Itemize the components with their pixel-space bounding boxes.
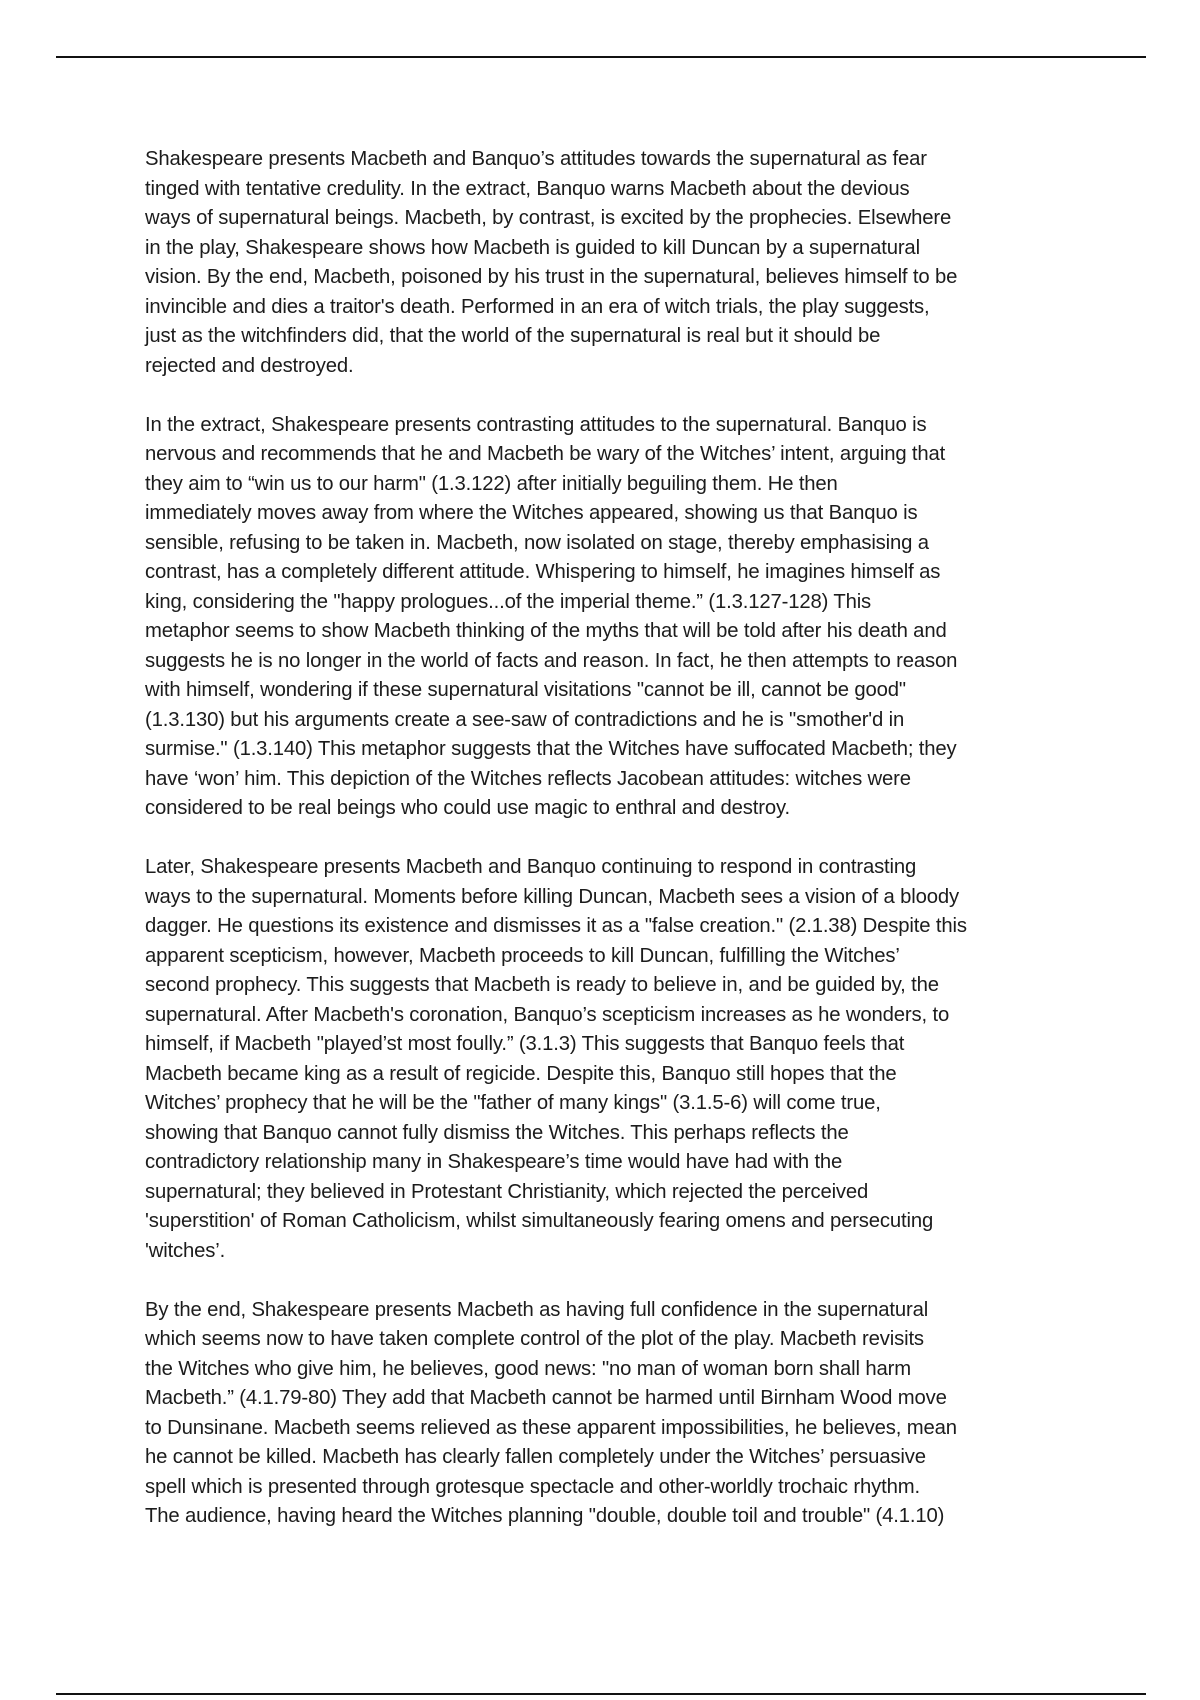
text-line: vision. By the end, Macbeth, poisoned by his trust in the supernatural, believes himself to be [145, 266, 958, 288]
text-line: 'witches’. [145, 1239, 226, 1262]
text-line: ways to the supernatural. Moments before killing Duncan, Macbeth sees a vision of a bloody [145, 885, 959, 908]
text-line: tinged with tentative credulity. In the extract, Banquo warns Macbeth about the devious [145, 177, 910, 200]
top-rule [56, 56, 1146, 58]
paragraph-later-play [145, 853, 1065, 1266]
essay-body [145, 145, 1065, 1532]
text-line: contradictory relationship many in Shakespeare’s time would have had with the [145, 1151, 843, 1173]
text-line: rejected and destroyed. [145, 354, 354, 377]
text-line: Shakespeare presents Macbeth and Banquo’s attitudes towards the supernatural as fear [145, 148, 927, 170]
text-line: In the extract, Shakespeare presents contrasting attitudes to the supernatural. Banquo is [145, 413, 927, 436]
text-line: contrast, has a completely different attitude. Whispering to himself, he imagines himself as [145, 561, 941, 583]
text-line: to Dunsinane. Macbeth seems relieved as these apparent impossibilities, he believes, mean [145, 1416, 957, 1439]
text-line: in the play, Shakespeare shows how Macbeth is guided to kill Duncan by a supernatural [145, 236, 920, 259]
text-line: have ‘won’ him. This depiction of the Witches reflects Jacobean attitudes: witches were [145, 767, 911, 790]
text-line: considered to be real beings who could use magic to enthral and destroy. [145, 797, 790, 819]
text-line: they aim to “win us to our harm" (1.3.122) after initially beguiling them. He then [145, 472, 838, 495]
text-line: the Witches who give him, he believes, good news: "no man of woman born shall harm [145, 1357, 911, 1380]
paragraph-ending [145, 1296, 1065, 1532]
text-line: immediately moves away from where the Witches appeared, showing us that Banquo is [145, 502, 918, 524]
text-line: The audience, having heard the Witches planning "double, double toil and trouble" (4.1.10) [145, 1505, 945, 1527]
text-line: himself, if Macbeth "played’st most foully.” (3.1.3) This suggests that Banquo feels that [145, 1033, 905, 1055]
text-line: spell which is presented through grotesque spectacle and other-worldly trochaic rhythm. [145, 1475, 920, 1498]
text-line: (1.3.130) but his arguments create a see-saw of contradictions and he is "smother'd in [145, 708, 905, 731]
text-line: Later, Shakespeare presents Macbeth and Banquo continuing to respond in contrasting [145, 856, 917, 878]
text-line: surmise." (1.3.140) This metaphor suggests that the Witches have suffocated Macbeth; they [145, 738, 957, 760]
text-line: king, considering the "happy prologues...of the imperial theme.” (1.3.127-128) This [145, 590, 872, 613]
text-line: showing that Banquo cannot fully dismiss the Witches. This perhaps reflects the [145, 1121, 849, 1144]
text-line: metaphor seems to show Macbeth thinking of the myths that will be told after his death and [145, 620, 947, 642]
text-line: with himself, wondering if these supernatural visitations "cannot be ill, cannot be good" [145, 679, 906, 701]
text-line: Witches’ prophecy that he will be the "father of many kings" (3.1.5-6) will come true, [145, 1092, 881, 1114]
text-line: ways of supernatural beings. Macbeth, by contrast, is excited by the prophecies. Elsewhere [145, 207, 952, 229]
text-line: Macbeth.” (4.1.79-80) They add that Macbeth cannot be harmed until Birnham Wood move [145, 1387, 947, 1409]
text-line: which seems now to have taken complete control of the plot of the play. Macbeth revisits [145, 1328, 924, 1350]
bottom-rule [56, 1693, 1146, 1695]
text-line: By the end, Shakespeare presents Macbeth as having full confidence in the supernatural [145, 1298, 929, 1321]
text-line: dagger. He questions its existence and dismisses it as a "false creation." (2.1.38) Despite this [145, 915, 967, 937]
text-line: sensible, refusing to be taken in. Macbeth, now isolated on stage, thereby emphasising a [145, 531, 929, 554]
text-line: supernatural; they believed in Protestant Christianity, which rejected the perceived [145, 1180, 869, 1203]
paragraph-intro [145, 145, 1065, 381]
text-line: nervous and recommends that he and Macbeth be wary of the Witches’ intent, arguing that [145, 443, 946, 465]
text-line: Macbeth became king as a result of regicide. Despite this, Banquo still hopes that the [145, 1062, 897, 1085]
text-line: just as the witchfinders did, that the world of the supernatural is real but it should be [145, 325, 881, 347]
paragraph-extract-analysis [145, 411, 1065, 824]
text-line: supernatural. After Macbeth's coronation, Banquo’s scepticism increases as he wonders, to [145, 1003, 950, 1026]
text-line: 'superstition' of Roman Catholicism, whilst simultaneously fearing omens and persecuting [145, 1210, 934, 1232]
text-line: suggests he is no longer in the world of facts and reason. In fact, he then attempts to reason [145, 649, 958, 672]
text-line: invincible and dies a traitor's death. Performed in an era of witch trials, the play suggests, [145, 295, 930, 318]
text-line: apparent scepticism, however, Macbeth proceeds to kill Duncan, fulfilling the Witches’ [145, 944, 900, 967]
text-line: he cannot be killed. Macbeth has clearly fallen completely under the Witches’ persuasive [145, 1446, 926, 1468]
text-line: second prophecy. This suggests that Macbeth is ready to believe in, and be guided by, the [145, 974, 939, 996]
